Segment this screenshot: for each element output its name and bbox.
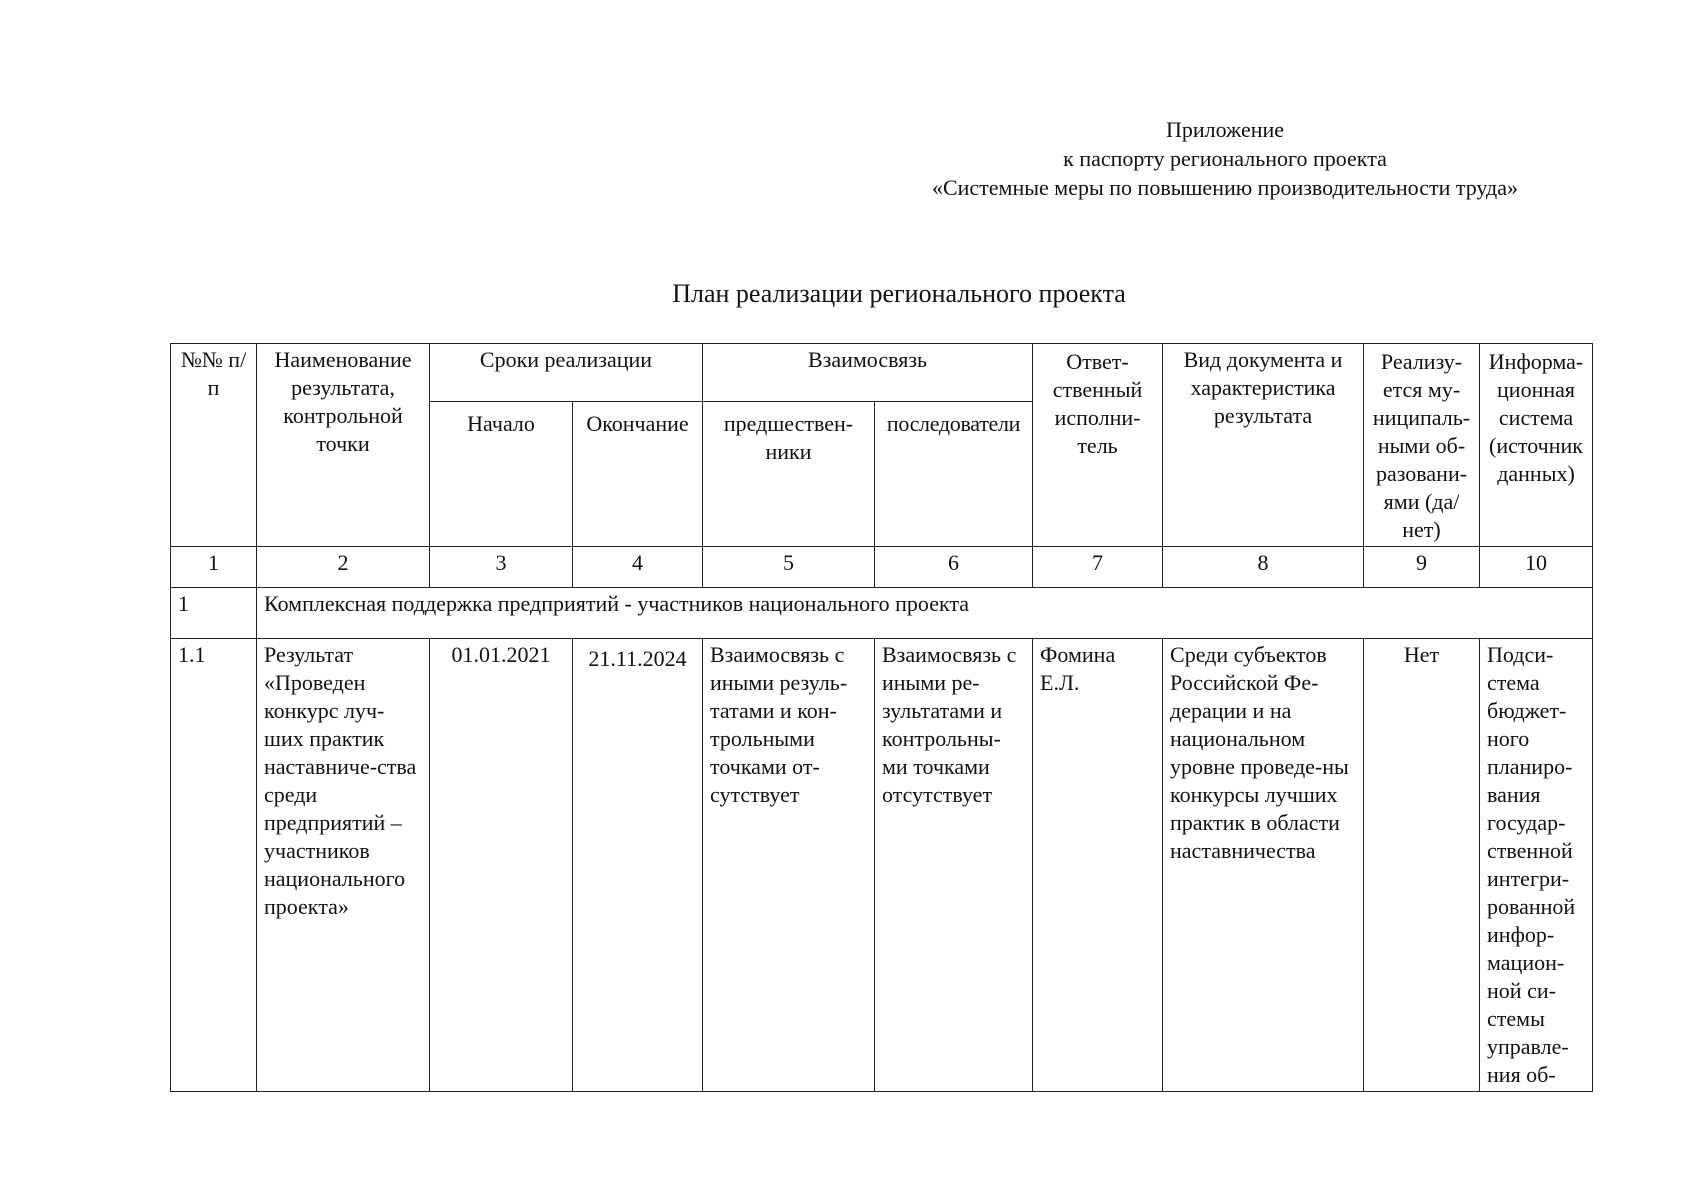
column-number: 10 [1480, 547, 1593, 588]
column-numbers-row [171, 547, 1593, 588]
row-responsible: Фомина Е.Л. [1033, 639, 1163, 1092]
page-title: План реализации регионального проекта [672, 279, 1126, 308]
row-start-date: 01.01.2021 [430, 639, 573, 1092]
row-document: Среди субъектов Российской Фе-дерации и на национальном уровне проведе-ны конкурсы лучших практик в области наставничества [1163, 639, 1364, 1092]
header-col-4: Окончание [573, 401, 703, 546]
header-col-6: последователи [875, 401, 1033, 546]
column-number: 8 [1163, 547, 1364, 588]
header-group-link: Взаимосвязь [703, 344, 1033, 402]
column-number: 4 [573, 547, 703, 588]
row-municipal: Нет [1364, 639, 1480, 1092]
appendix-line-1: Приложение [1165, 117, 1285, 142]
appendix-line-3: «Системные меры по повышению производительности труда» [931, 175, 1519, 200]
row-successors: Взаимосвязь с иными ре-зультатами и контрольны-ми точками отсутствует [875, 639, 1033, 1092]
table-row [171, 639, 1593, 1092]
column-number: 2 [257, 547, 430, 588]
plan-table [170, 343, 1593, 1092]
header-col-1: №№ п/п [171, 344, 257, 547]
column-number: 9 [1364, 547, 1480, 588]
section-title: Комплексная поддержка предприятий - участников национального проекта [257, 588, 1593, 639]
header-col-10: Информа-ционная система (источник данных) [1480, 344, 1593, 547]
row-predecessors: Взаимосвязь с иными резуль-татами и кон-трольными точками от-сутствует [703, 639, 875, 1092]
column-number: 1 [171, 547, 257, 588]
header-group-terms: Сроки реализации [430, 344, 703, 402]
header-col-9: Реализу-ется му-ниципаль-ными об-разовани-ями (да/нет) [1364, 344, 1480, 547]
header-col-2: Наименование результата, контрольной точки [257, 344, 430, 547]
column-number: 3 [430, 547, 573, 588]
header-row-1 [171, 344, 1593, 402]
section-number: 1 [171, 588, 257, 639]
column-number: 7 [1033, 547, 1163, 588]
column-number: 6 [875, 547, 1033, 588]
appendix-note [880, 115, 1570, 202]
row-info-system: Подси-стема бюджет-ного планиро-вания государ-ственной интегри-рованной инфор-мацион-ной си-стемы управле-ния об- [1480, 639, 1593, 1092]
section-row [171, 588, 1593, 639]
row-end-date: 21.11.2024 [573, 639, 703, 1092]
header-col-8: Вид документа и характеристика результата [1163, 344, 1364, 547]
appendix-line-2: к паспорту регионального проекта [1063, 146, 1387, 171]
row-name: Результат «Проведен конкурс луч-ших практик наставниче-ства среди предприятий – участников национального проекта» [257, 639, 430, 1092]
column-number: 5 [703, 547, 875, 588]
header-col-7: Ответ-ственный исполни-тель [1033, 344, 1163, 547]
row-number: 1.1 [171, 639, 257, 1092]
header-col-5: предшествен-ники [703, 401, 875, 546]
header-col-3: Начало [430, 401, 573, 546]
